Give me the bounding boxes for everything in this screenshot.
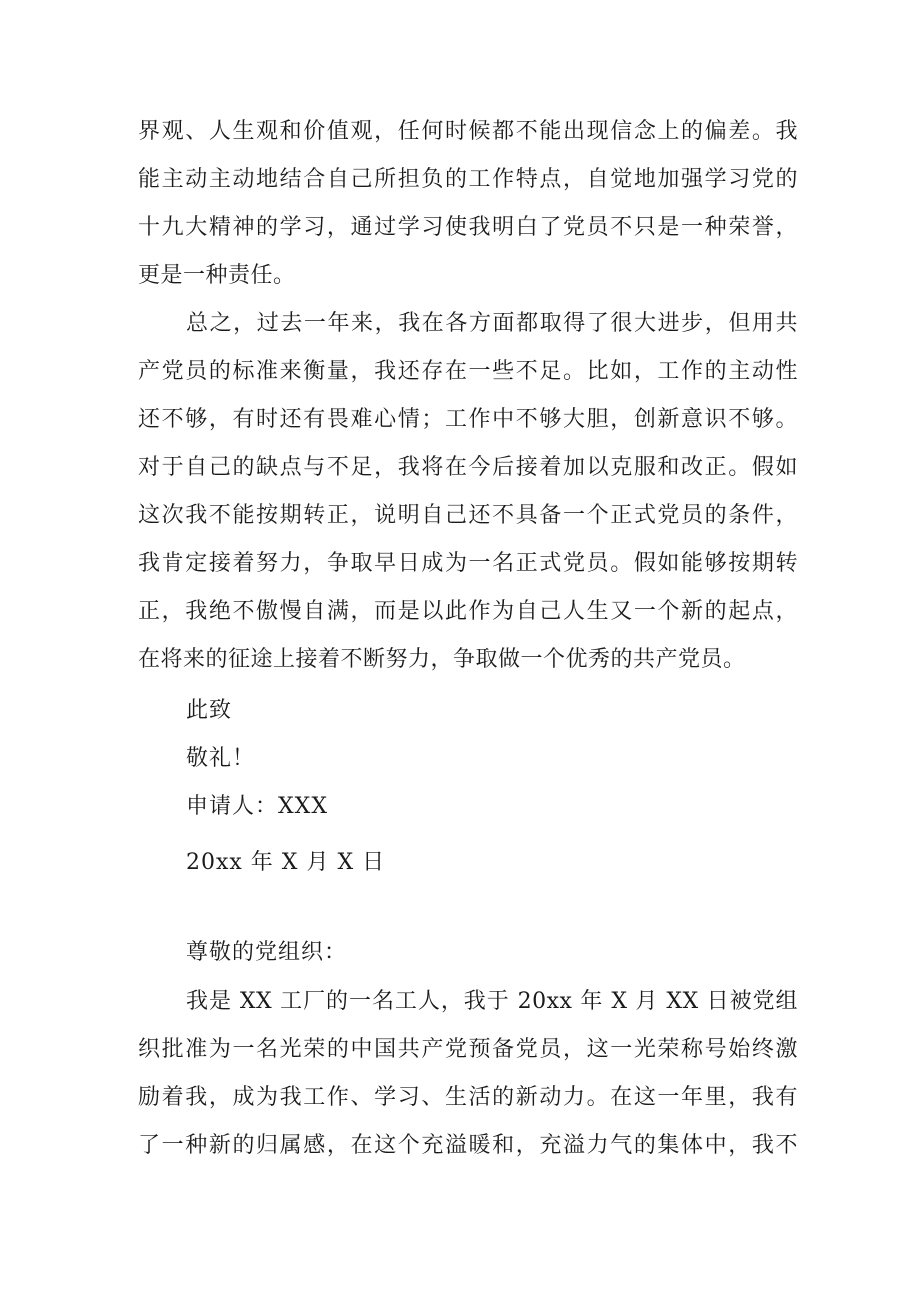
letter-greeting: 尊敬的党组织： <box>186 940 348 965</box>
paragraph-line: 在将来的征途上接着不断努力，争取做一个优秀的共产党员。 <box>138 647 746 672</box>
paragraph-line: 总之，过去一年来，我在各方面都取得了很大进步，但用共 <box>186 311 798 336</box>
paragraph-line: 十九大精神的学习，通过学习使我明白了党员不只是一种荣誉， <box>138 215 798 240</box>
paragraph-line: 织批准为一名光荣的中国共产党预备党员，这一光荣称号始终激 <box>138 1037 798 1062</box>
paragraph-line: 这次我不能按期转正，说明自己还不具备一个正式党员的条件， <box>138 503 798 528</box>
paragraph-line: 我是 XX 工厂的一名工人，我于 20xx 年 X 月 XX 日被党组 <box>186 989 798 1014</box>
letter-date: 20xx 年 X 月 X 日 <box>186 850 386 875</box>
closing-regards: 敬礼！ <box>186 746 256 771</box>
closing-salutation: 此致 <box>186 698 233 723</box>
paragraph-line: 我肯定接着努力，争取早日成为一名正式党员。假如能够按期转 <box>138 551 798 576</box>
paragraph-line: 更是一种责任。 <box>138 263 296 288</box>
paragraph-line: 对于自己的缺点与不足，我将在今后接着加以克服和改正。假如 <box>138 455 798 480</box>
paragraph-line: 了一种新的归属感，在这个充溢暖和，充溢力气的集体中，我不 <box>138 1133 798 1158</box>
paragraph-line: 界观、人生观和价值观，任何时候都不能出现信念上的偏差。我 <box>138 119 798 144</box>
paragraph-line: 正，我绝不傲慢自满，而是以此作为自己人生又一个新的起点， <box>138 599 798 624</box>
paragraph-line: 产党员的标准来衡量，我还存在一些不足。比如，工作的主动性 <box>138 359 798 384</box>
paragraph-line: 还不够，有时还有畏难心情；工作中不够大胆，创新意识不够。 <box>138 407 798 432</box>
paragraph-line: 励着我，成为我工作、学习、生活的新动力。在这一年里，我有 <box>138 1085 798 1110</box>
paragraph-line: 能主动主动地结合自己所担负的工作特点，自觉地加强学习党的 <box>138 167 798 192</box>
applicant-name: 申请人：XXX <box>186 794 328 819</box>
